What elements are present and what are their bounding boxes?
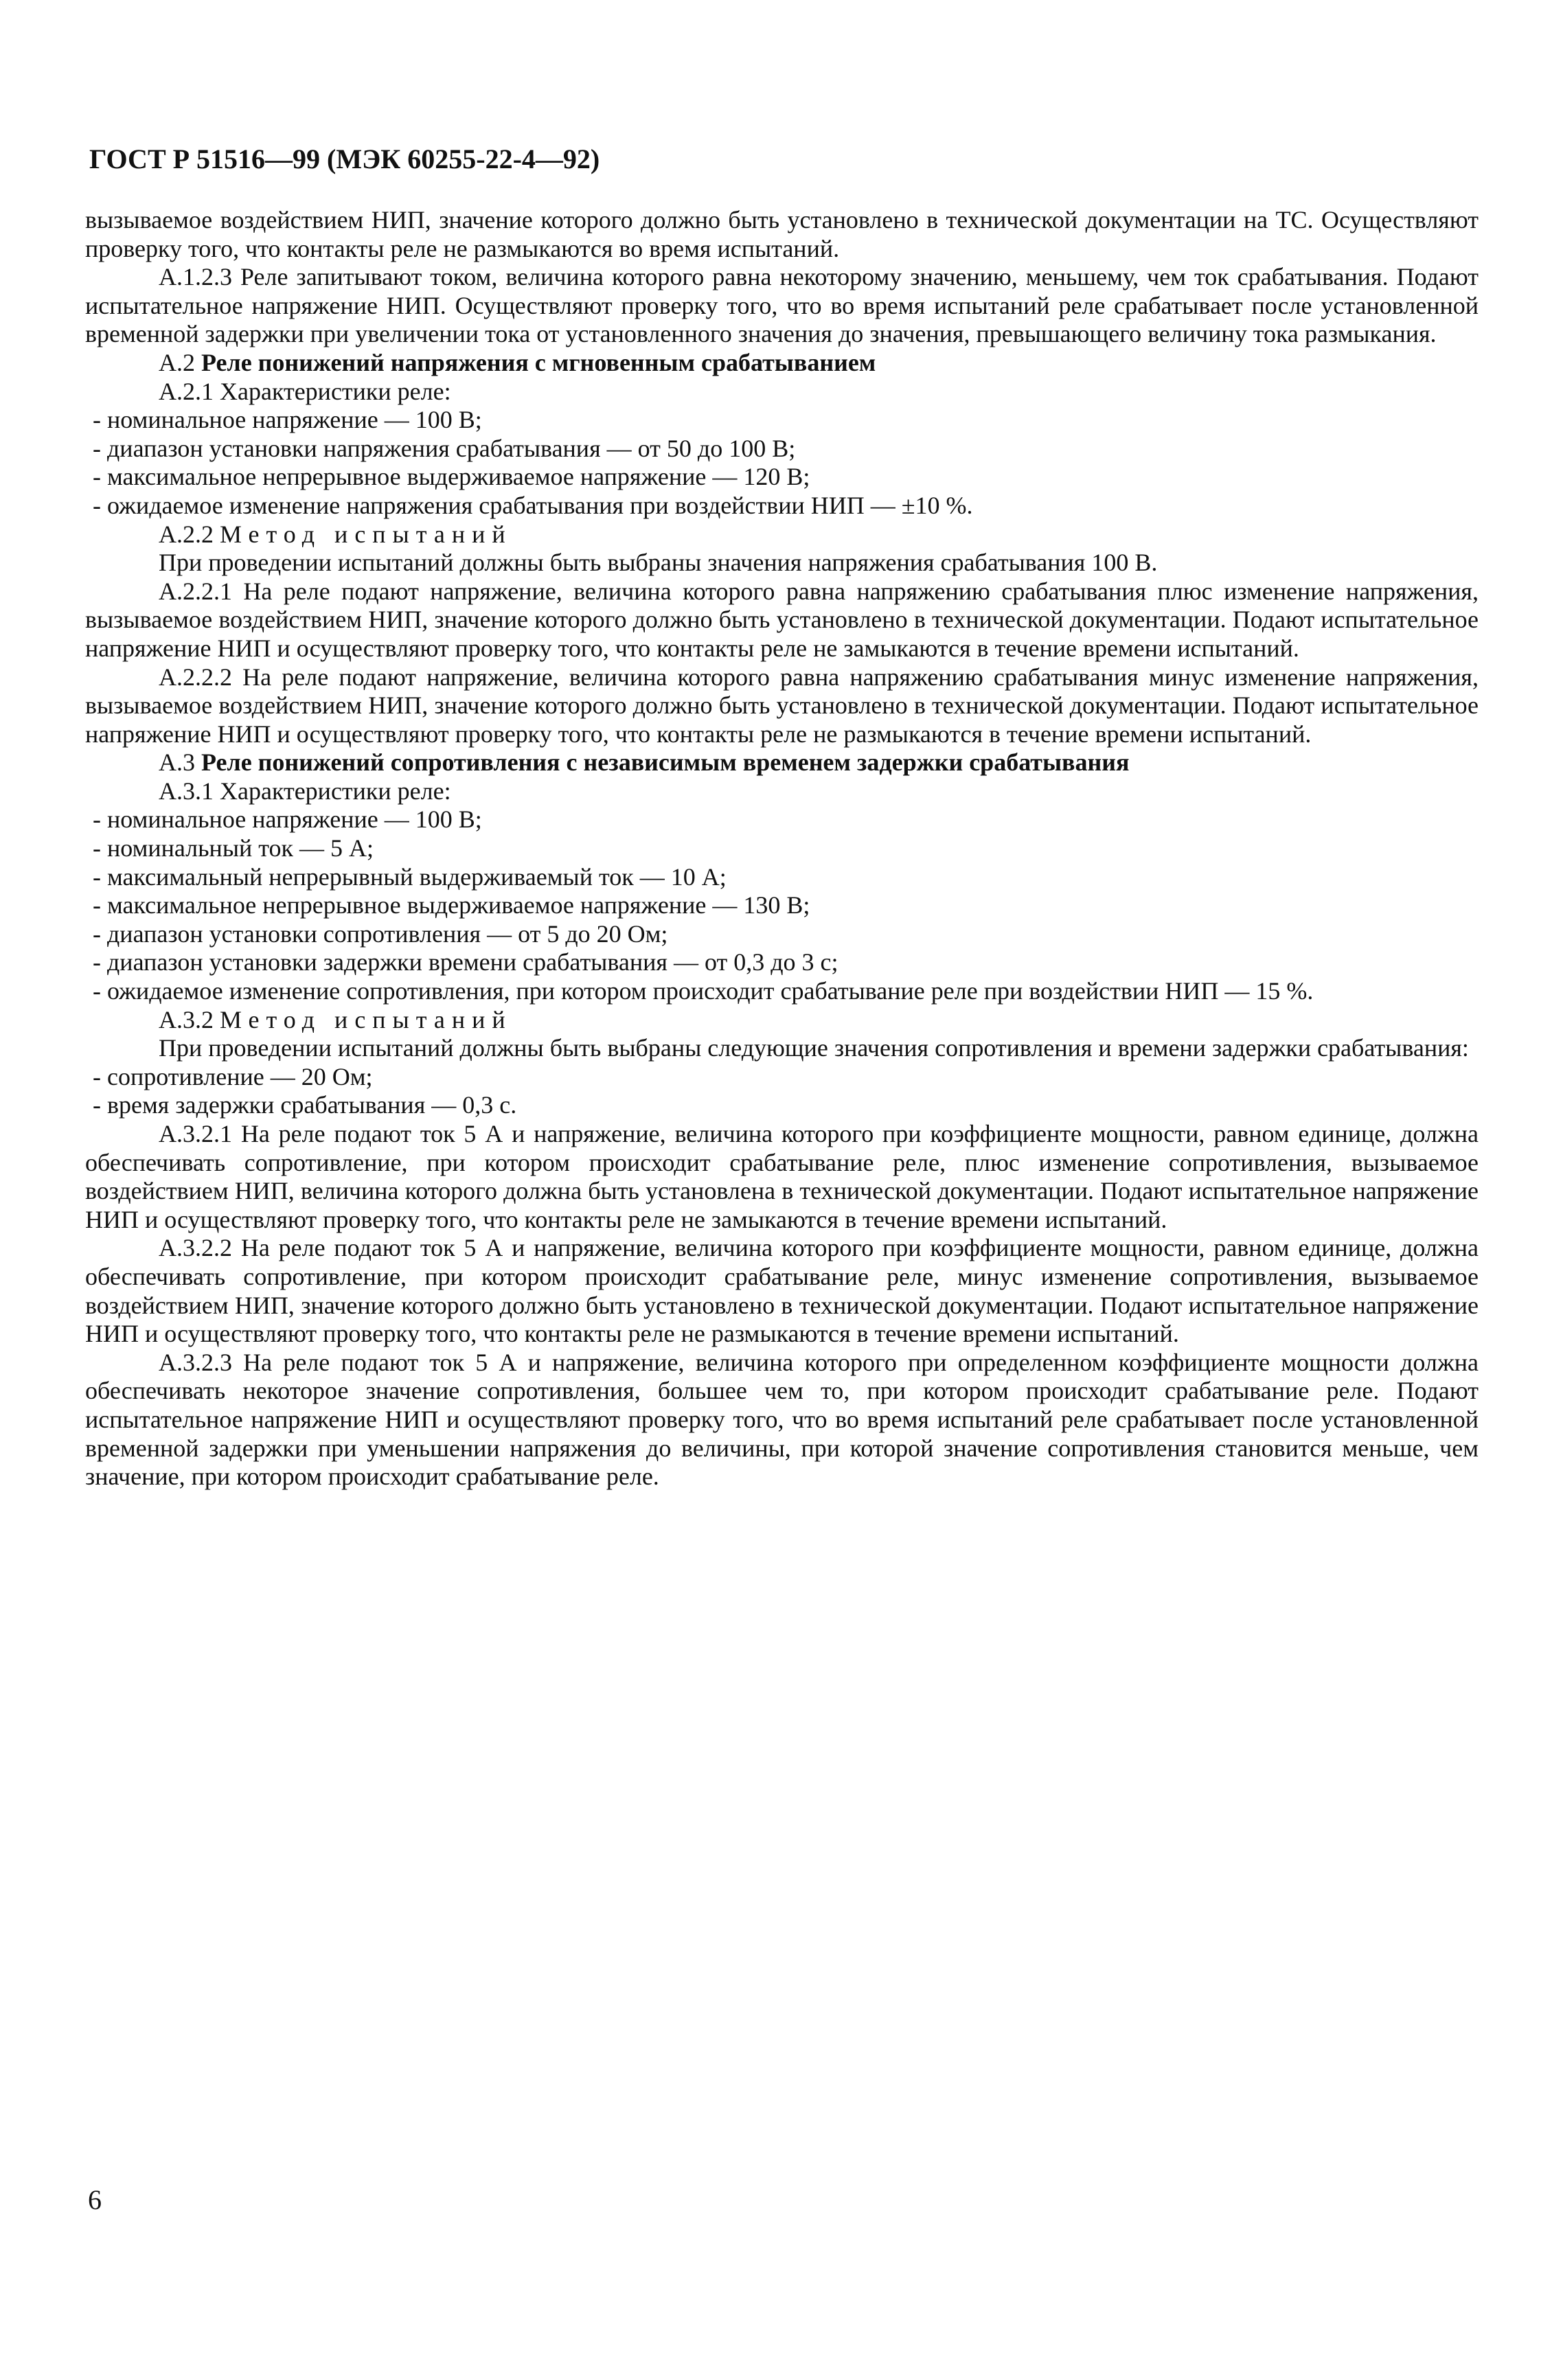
section-heading — [85, 349, 1479, 378]
paragraph: При проведении испытаний должны быть выбраны значения напряжения срабатывания 100 В. — [159, 549, 1158, 577]
list-item: - максимальный непрерывный выдерживаемый ток — 10 А; — [93, 862, 727, 891]
subsection-title: Метод испытаний — [220, 1005, 512, 1033]
section-title: Реле понижений напряжения с мгновенным срабатыванием — [201, 348, 876, 376]
list-item: - время задержки срабатывания — 0,3 с. — [93, 1091, 517, 1119]
paragraph: А.3.2.2 На реле подают ток 5 А и напряжение, величина которого при коэффициенте мощности, равном единице, должна обеспечивать сопротивление, при котором происходит срабатывание реле, минус изменение сопротивления, вызываемое воздействием НИП, значение которого должно быть установлено в технической документации. Подают испытательное напряжение НИП и осуществляют проверку того, что контакты реле не размыкаются в течение времени испытаний. — [85, 1234, 1479, 1348]
paragraph: А.1.2.3 Реле запитывают током, величина которого равна некоторому значению, меньшему, чем ток срабатывания. Подают испытательное напряжение НИП. Осуществляют проверку того, что во время испытаний реле срабатывает после установленной временной задержки при увеличении тока от установленного значения до значения, превышающего величину тока размыкания. — [85, 263, 1479, 348]
list-item: - номинальное напряжение — 100 В; — [93, 406, 482, 434]
section-number: А.2 — [159, 348, 195, 376]
section-number: А.2.2 — [159, 520, 214, 548]
list-item: - сопротивление — 20 Ом; — [93, 1062, 373, 1090]
page-number: 6 — [88, 2184, 102, 2215]
list-item: - ожидаемое изменение напряжения срабатывания при воздействии НИП — ±10 %. — [93, 491, 973, 519]
list-item: - максимальное непрерывное выдерживаемое напряжение — 120 В; — [93, 463, 810, 491]
paragraph: А.3.1 Характеристики реле: — [159, 777, 451, 805]
list-item: - максимальное непрерывное выдерживаемое напряжение — 130 В; — [93, 891, 810, 919]
subsection-heading — [85, 1006, 1479, 1035]
section-heading — [85, 748, 1479, 777]
paragraph: вызываемое воздействием НИП, значение которого должно быть установлено в технической документации на ТС. Осуществляют проверку того, что контакты реле не размыкаются во время испытаний. — [85, 206, 1479, 262]
document-page — [85, 143, 1479, 1491]
section-title: Реле понижений сопротивления с независимым временем задержки срабатывания — [201, 748, 1130, 777]
section-number: А.3.2 — [159, 1005, 214, 1033]
list-item: - диапазон установки напряжения срабатывания — от 50 до 100 В; — [93, 434, 796, 462]
list-item: - диапазон установки задержки времени срабатывания — от 0,3 до 3 с; — [93, 948, 838, 976]
section-number: А.3 — [159, 748, 195, 777]
subsection-heading — [85, 520, 1479, 549]
list-item: - номинальное напряжение — 100 В; — [93, 805, 482, 834]
paragraph: При проведении испытаний должны быть выбраны следующие значения сопротивления и времени задержки срабатывания: — [159, 1034, 1469, 1062]
paragraph: А.3.2.3 На реле подают ток 5 А и напряжение, величина которого при определенном коэффициенте мощности должна обеспечивать некоторое значение сопротивления, большее чем то, при котором происходит срабатывание реле. Подают испытательное напряжение НИП и осуществляют проверку того, что во время испытаний реле срабатывает после установленной временной задержки при уменьшении напряжения до величины, при которой значение сопротивления становится меньше, чем значение, при котором происходит срабатывание реле. — [85, 1348, 1479, 1491]
list-item: - диапазон установки сопротивления — от 5 до 20 Ом; — [93, 919, 668, 948]
paragraph: А.2.1 Характеристики реле: — [159, 377, 451, 405]
list-item — [85, 977, 1479, 1006]
paragraph: А.2.2.1 На реле подают напряжение, величина которого равна напряжению срабатывания плюс изменение напряжения, вызываемое воздействием НИП, значение которого должно быть установлено в технической документации. Подают испытательное напряжение НИП и осуществляют проверку того, что контакты реле не замыкаются в течение времени испытаний. — [85, 577, 1479, 662]
paragraph: А.2.2.2 На реле подают напряжение, величина которого равна напряжению срабатывания минус изменение напряжения, вызываемое воздействием НИП, значение которого должно быть установлено в технической документации. Подают испытательное напряжение НИП и осуществляют проверку того, что контакты реле не размыкаются в течение времени испытаний. — [85, 663, 1479, 748]
paragraph: А.3.2.1 На реле подают ток 5 А и напряжение, величина которого при коэффициенте мощности, равном единице, должна обеспечивать сопротивление, при котором происходит срабатывание реле, плюс изменение сопротивления, вызываемое воздействием НИП, величина которого должна быть установлена в технической документации. Подают испытательное напряжение НИП и осуществляют проверку того, что контакты реле не замыкаются в течение времени испытаний. — [85, 1120, 1479, 1233]
list-item-text: - ожидаемое изменение сопротивления, при котором происходит срабатывание реле при воздействии НИП — 15 %. — [93, 977, 1314, 1005]
list-item: - номинальный ток — 5 А; — [93, 834, 374, 862]
document-header: ГОСТ Р 51516—99 (МЭК 60255-22-4—92) — [89, 144, 600, 174]
subsection-title: Метод испытаний — [220, 520, 512, 548]
